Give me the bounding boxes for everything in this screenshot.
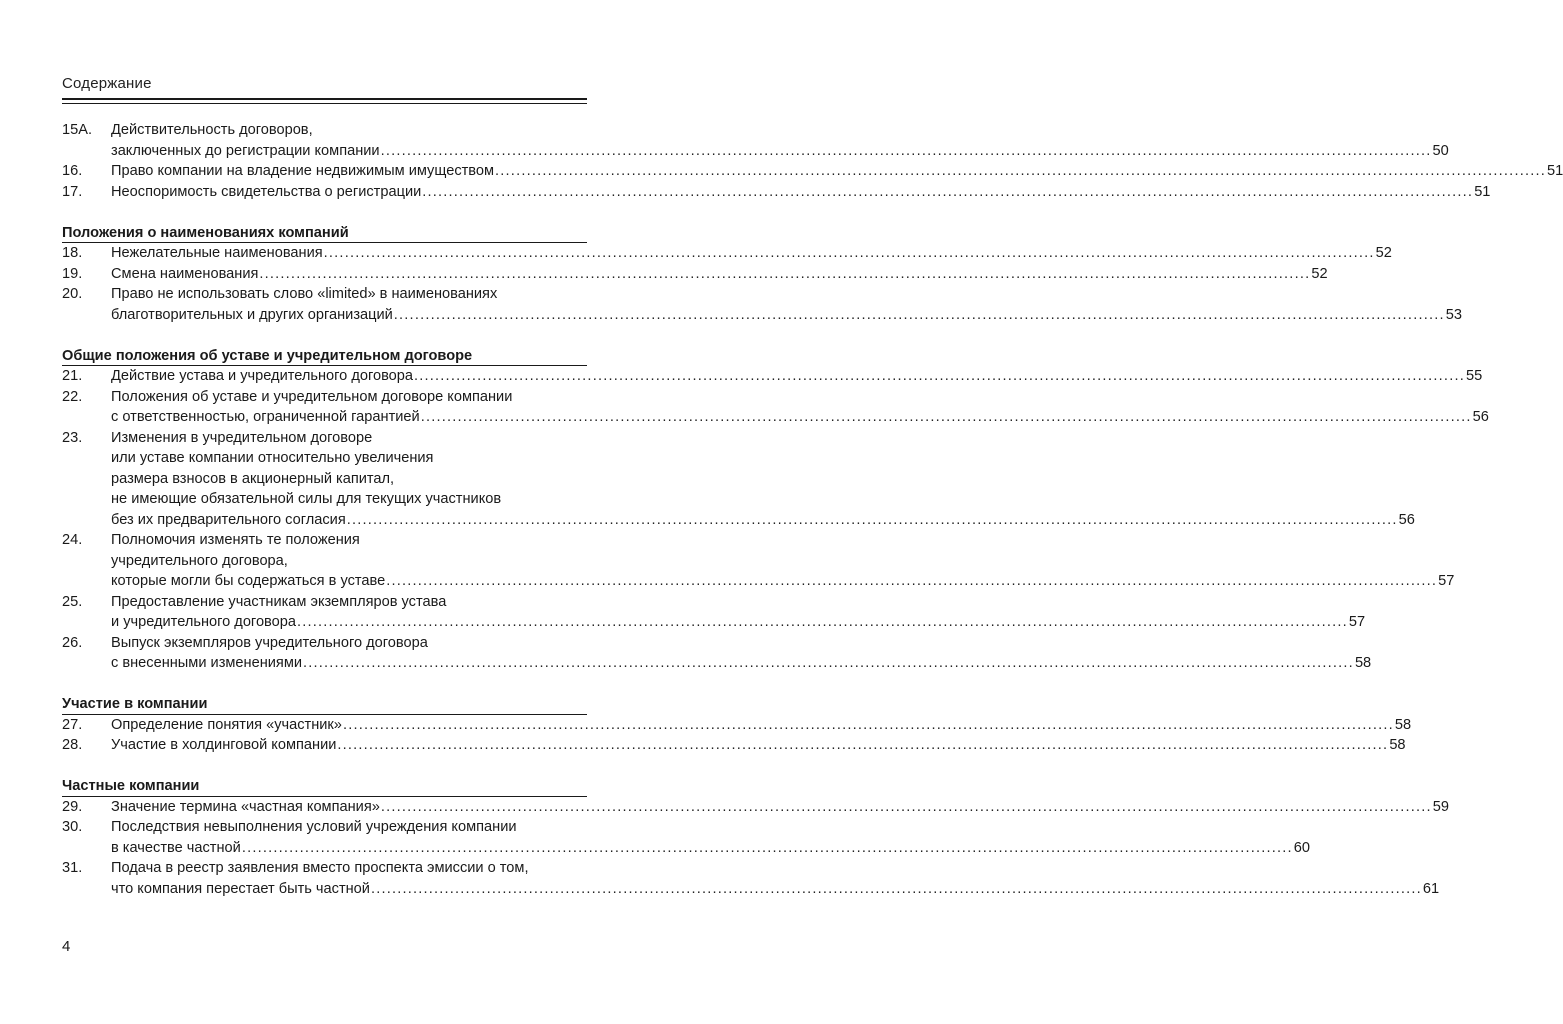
entry-title-line: которые могли бы содержаться в уставе (111, 573, 386, 589)
entry-page-number: 51 (1474, 183, 1491, 200)
dot-leader: ........................................................................................................................................................................................................ (380, 798, 1432, 815)
entry-title-line: что компания перестает быть частной (111, 880, 370, 897)
entry-title-line: Значение термина «частная компания» (111, 798, 380, 815)
entry-number: 15А. (62, 122, 93, 138)
entry-last-line (111, 571, 1455, 592)
dot-leader: ........................................................................................................................................................................................................ (297, 614, 1348, 630)
entry-body (111, 161, 1563, 182)
entry-body (111, 366, 1483, 387)
entry-last-line (111, 161, 1563, 182)
entry-body (111, 264, 1328, 285)
entry-last-line (111, 305, 1462, 326)
header-rule-thin (62, 103, 587, 104)
dot-leader: ........................................................................................................................................................................................................ (386, 573, 1438, 589)
toc-entry[interactable] (62, 161, 1563, 182)
entry-last-line (111, 366, 1483, 387)
entry-number: 28. (62, 737, 83, 753)
entry-last-line (111, 612, 1366, 633)
entry-body (111, 592, 1366, 633)
section-title: Общие положения об уставе и учредительном договоре (62, 347, 473, 364)
entry-title-line: Право компании на владение недвижимым имуществом (111, 163, 495, 179)
entry-number: 18. (62, 245, 83, 261)
entry-title-line: Право не использовать слово «limited» в наименованиях (111, 286, 498, 302)
entry-body (111, 530, 1455, 592)
entry-number: 24. (62, 532, 83, 548)
dot-leader: ........................................................................................................................................................................................................ (259, 265, 1311, 282)
entry-page-number: 59 (1432, 798, 1449, 815)
dot-leader: ........................................................................................................................................................................................................ (323, 245, 1375, 261)
dot-leader: ........................................................................................................................................................................................................ (414, 368, 1465, 384)
section-title: Положения о наименованиях компаний (62, 224, 349, 241)
entry-number: 17. (62, 183, 83, 200)
section-spacer (62, 325, 587, 346)
entry-title-line: с внесенными изменениями (111, 655, 303, 671)
dot-leader: ........................................................................................................................................................................................................ (393, 306, 1445, 323)
toc-entry[interactable] (62, 264, 1328, 285)
entry-page-number: 55 (1465, 368, 1483, 384)
section-spacer (62, 674, 587, 695)
entry-title-line: Полномочия изменять те положения (111, 532, 360, 548)
entry-body (111, 633, 1372, 674)
entry-number: 30. (62, 819, 83, 835)
dot-leader: ........................................................................................................................................................................................................ (495, 163, 1546, 179)
entry-last-line (111, 243, 1392, 264)
entry-page-number: 61 (1422, 880, 1440, 897)
entry-number: 27. (62, 716, 83, 733)
entry-title-line: Выпуск экземпляров учредительного договора (111, 634, 428, 651)
toc-entry[interactable] (62, 243, 1392, 264)
section-title: Участие в компании (62, 696, 208, 712)
entry-page-number: 56 (1398, 511, 1415, 528)
entry-title-line: не имеющие обязательной силы для текущих участников (111, 491, 502, 507)
dot-leader: ........................................................................................................................................................................................................ (241, 839, 1293, 856)
entry-title-line: Нежелательные наименования (111, 245, 323, 261)
entry-page-number: 58 (1394, 716, 1412, 733)
toc-entry[interactable] (62, 715, 1412, 736)
entry-last-line (111, 838, 1310, 859)
entry-title-line: благотворительных и других организаций (111, 306, 393, 323)
entry-last-line (111, 407, 1489, 428)
entry-title-line: Смена наименования (111, 265, 259, 282)
toc-entry[interactable] (62, 366, 1483, 387)
entry-body (111, 817, 1310, 858)
entry-page-number: 52 (1311, 265, 1328, 282)
toc-entry[interactable] (62, 120, 1449, 161)
dot-leader: ........................................................................................................................................................................................................ (380, 142, 1432, 159)
entry-last-line (111, 182, 1491, 203)
entry-number: 20. (62, 286, 83, 302)
toc-entry[interactable] (62, 633, 1372, 674)
entry-title-line: с ответственностью, ограниченной гарантией (111, 409, 420, 425)
entry-number: 16. (62, 163, 83, 179)
entry-number: 25. (62, 593, 83, 610)
entry-title-line: размера взносов в акционерный капитал, (111, 470, 395, 487)
entry-page-number: 51 (1546, 163, 1563, 179)
entry-last-line (111, 653, 1372, 674)
entry-page-number: 50 (1432, 142, 1449, 159)
entry-body (111, 243, 1392, 264)
entry-last-line (111, 264, 1328, 285)
entry-number: 31. (62, 860, 83, 876)
entry-page-number: 52 (1375, 245, 1392, 261)
entry-body (111, 284, 1462, 325)
entry-page-number: 57 (1348, 614, 1366, 630)
entry-body (111, 387, 1489, 428)
entry-page-number: 58 (1389, 737, 1406, 753)
entry-body (111, 735, 1406, 756)
toc-entry[interactable] (62, 284, 1462, 325)
entry-number: 22. (62, 388, 83, 405)
dot-leader: ........................................................................................................................................................................................................ (370, 880, 1422, 897)
entry-page-number: 58 (1354, 655, 1372, 671)
entry-last-line (111, 141, 1449, 162)
entry-page-number: 57 (1438, 573, 1455, 589)
entry-page-number: 56 (1472, 409, 1489, 425)
entry-last-line (111, 879, 1440, 900)
toc-entry[interactable] (62, 182, 1491, 203)
toc-entry[interactable] (62, 592, 1366, 633)
section-spacer (62, 756, 587, 777)
entry-number: 26. (62, 634, 83, 651)
entry-title-line: Изменения в учредительном договоре (111, 429, 373, 446)
table-of-contents (62, 120, 1563, 899)
entry-page-number: 53 (1445, 306, 1462, 323)
dot-leader: ........................................................................................................................................................................................................ (422, 183, 1474, 200)
running-head: Содержание (62, 75, 152, 92)
dot-leader: ........................................................................................................................................................................................................ (303, 655, 1354, 671)
entry-title-line: Последствия невыполнения условий учреждения компании (111, 819, 517, 835)
toc-entry[interactable] (62, 735, 1406, 756)
toc-entry[interactable] (62, 817, 1310, 858)
entry-title-line: Действие устава и учредительного договора (111, 368, 414, 384)
entry-body (111, 182, 1491, 203)
entry-title-line: Определение понятия «участник» (111, 716, 342, 733)
toc-entry[interactable] (62, 428, 1415, 531)
entry-number: 23. (62, 429, 83, 446)
entry-title-line: Действительность договоров, (111, 122, 313, 138)
entry-body (111, 715, 1412, 736)
dot-leader: ........................................................................................................................................................................................................ (346, 511, 1398, 528)
toc-entry[interactable] (62, 530, 1455, 592)
entry-body (111, 797, 1449, 818)
header-rule-thick (62, 98, 587, 100)
entry-page-number: 60 (1293, 839, 1310, 856)
entry-number: 21. (62, 368, 83, 384)
entry-body (111, 120, 1449, 161)
entry-title-line: Положения об уставе и учредительном договоре компании (111, 388, 513, 405)
entry-title-line: Участие в холдинговой компании (111, 737, 337, 753)
entry-title-line: и учредительного договора (111, 614, 296, 630)
entry-number: 29. (62, 798, 83, 815)
dot-leader: ........................................................................................................................................................................................................ (342, 716, 1394, 733)
entry-last-line (111, 797, 1449, 818)
dot-leader: ........................................................................................................................................................................................................ (337, 737, 1389, 753)
entry-title-line: или уставе компании относительно увеличения (111, 450, 434, 466)
entry-title-line: Неоспоримость свидетельства о регистрации (111, 183, 422, 200)
toc-entry[interactable] (62, 858, 1440, 899)
section-spacer (62, 202, 587, 223)
page-number: 4 (62, 938, 71, 955)
entry-title-line: заключенных до регистрации компании (111, 142, 380, 159)
entry-number: 19. (62, 265, 83, 282)
entry-title-line: без их предварительного согласия (111, 511, 346, 528)
entry-last-line (111, 715, 1412, 736)
entry-last-line (111, 510, 1415, 531)
entry-last-line (111, 735, 1406, 756)
entry-title-line: Подача в реестр заявления вместо проспекта эмиссии о том, (111, 860, 529, 876)
entry-title-line: Предоставление участникам экземпляров устава (111, 593, 447, 610)
toc-entry[interactable] (62, 797, 1449, 818)
entry-title-line: учредительного договора, (111, 552, 288, 569)
dot-leader: ........................................................................................................................................................................................................ (420, 409, 1472, 425)
entry-title-line: в качестве частной (111, 839, 241, 856)
section-title: Частные компании (62, 778, 200, 794)
toc-entry[interactable] (62, 387, 1489, 428)
entry-body (111, 428, 1415, 531)
entry-body (111, 858, 1440, 899)
